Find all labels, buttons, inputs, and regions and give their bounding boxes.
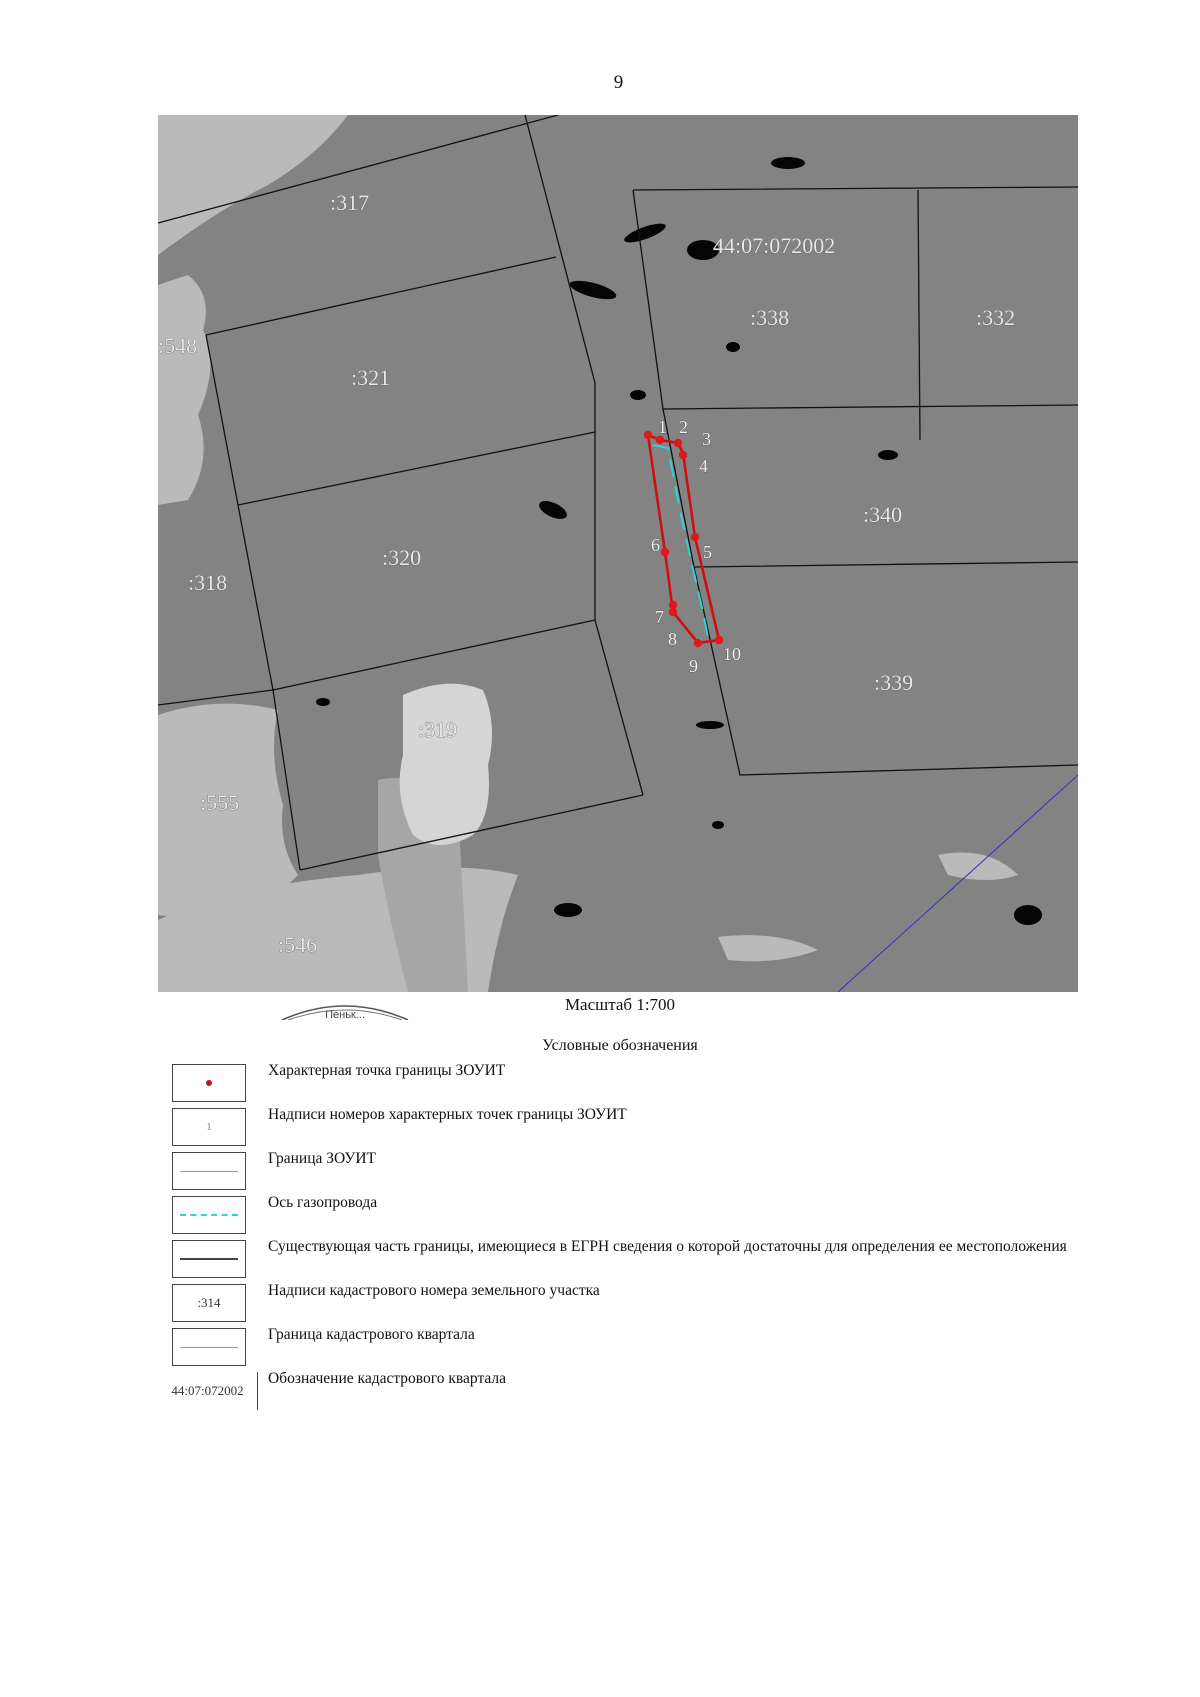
legend-text: Характерная точка границы ЗОУИТ <box>268 1062 506 1079</box>
parcel-label: :339 <box>874 670 914 695</box>
parcel-label: :332 <box>976 305 1016 330</box>
parcel-label: :319 <box>418 717 458 742</box>
dash-line-icon <box>180 1214 238 1216</box>
point-label: 4 <box>699 456 708 476</box>
legend-symbol-text: 44:07:072002 <box>171 1383 244 1398</box>
legend-text: Граница ЗОУИТ <box>268 1150 376 1167</box>
legend-text: Ось газопровода <box>268 1194 378 1211</box>
boundary-point-7 <box>656 436 664 444</box>
legend-item-point <box>158 1062 1078 1106</box>
spot <box>726 342 740 352</box>
legend-item-quarter-number <box>158 1370 1078 1414</box>
boundary-point-5 <box>661 548 669 556</box>
boundary-point-2 <box>694 639 702 647</box>
map-canvas <box>158 115 1078 992</box>
legend-item-point-number <box>158 1106 1078 1150</box>
red-dot-icon <box>206 1080 212 1086</box>
legend-symbol <box>172 1108 246 1146</box>
legend-symbol-text: 1 <box>206 1121 212 1133</box>
quarter-label: 44:07:072002 <box>713 233 836 258</box>
parcel-label: :546 <box>278 932 318 957</box>
legend-symbol <box>172 1328 246 1366</box>
parcel-label: :548 <box>158 333 198 358</box>
legend-item-existing-boundary <box>158 1238 1078 1282</box>
legend-item-parcel-number <box>158 1282 1078 1326</box>
boundary-point-4 <box>669 601 677 609</box>
stamp-text: Пеньк... <box>325 1009 365 1020</box>
legend-text: Надписи кадастрового номера земельного участка <box>268 1282 600 1299</box>
spot <box>878 450 898 460</box>
legend-symbol <box>172 1284 246 1322</box>
legend-item-gas-axis <box>158 1194 1078 1238</box>
parcel-label: :340 <box>863 502 903 527</box>
spot <box>630 390 646 400</box>
point-label: 10 <box>723 644 741 664</box>
parcel-label: :318 <box>188 570 228 595</box>
spot <box>771 157 805 169</box>
line-icon <box>180 1171 238 1172</box>
line-icon <box>180 1347 238 1348</box>
legend-title: Условные обозначения <box>542 1037 698 1054</box>
map-background <box>158 115 1078 992</box>
line-icon <box>180 1258 238 1260</box>
parcel-label: :320 <box>382 545 422 570</box>
legend-text: Обозначение кадастрового квартала <box>268 1370 507 1387</box>
spot <box>712 821 724 829</box>
spot <box>1014 905 1042 925</box>
point-label: 8 <box>668 629 677 649</box>
legend-item-quarter-boundary <box>158 1326 1078 1370</box>
boundary-point-9 <box>679 451 687 459</box>
cadastral-map[interactable] <box>158 115 1078 992</box>
parcel-label: :321 <box>351 365 391 390</box>
spot <box>554 903 582 917</box>
point-label: 5 <box>703 542 712 562</box>
boundary-point-1 <box>715 636 723 644</box>
legend-text: Надписи номеров характерных точек границы ЗОУИТ <box>268 1106 627 1123</box>
point-label: 7 <box>655 607 664 627</box>
point-label: 1 <box>658 417 667 437</box>
point-label: 3 <box>702 429 711 449</box>
legend-text: Существующая часть границы, имеющиеся в ЕГРН сведения о которой достаточны для определения ее местоположения <box>268 1238 1067 1255</box>
light-area-319 <box>400 684 492 845</box>
parcel-label: :555 <box>200 790 240 815</box>
boundary-point-10 <box>691 533 699 541</box>
point-label: 2 <box>679 417 688 437</box>
legend-symbol <box>158 1372 258 1410</box>
legend-item-zouit-boundary <box>158 1150 1078 1194</box>
spot <box>696 721 724 729</box>
legend-symbol <box>172 1064 246 1102</box>
boundary-point-6 <box>644 431 652 439</box>
legend-symbol <box>172 1196 246 1234</box>
stamp <box>280 998 410 1020</box>
stamp-arc <box>280 998 410 1020</box>
parcel-label: :338 <box>750 305 790 330</box>
legend-symbol <box>172 1240 246 1278</box>
spot <box>316 698 330 706</box>
scale-label: Масштаб 1:700 <box>564 995 676 1014</box>
page-number: 9 <box>613 72 624 93</box>
boundary-point-8 <box>674 439 682 447</box>
parcel-label: :317 <box>330 190 370 215</box>
point-label: 6 <box>651 535 660 555</box>
legend-symbol <box>172 1152 246 1190</box>
point-label: 9 <box>689 656 698 676</box>
legend-text: Граница кадастрового квартала <box>268 1326 475 1343</box>
legend-symbol-text: :314 <box>197 1295 221 1310</box>
